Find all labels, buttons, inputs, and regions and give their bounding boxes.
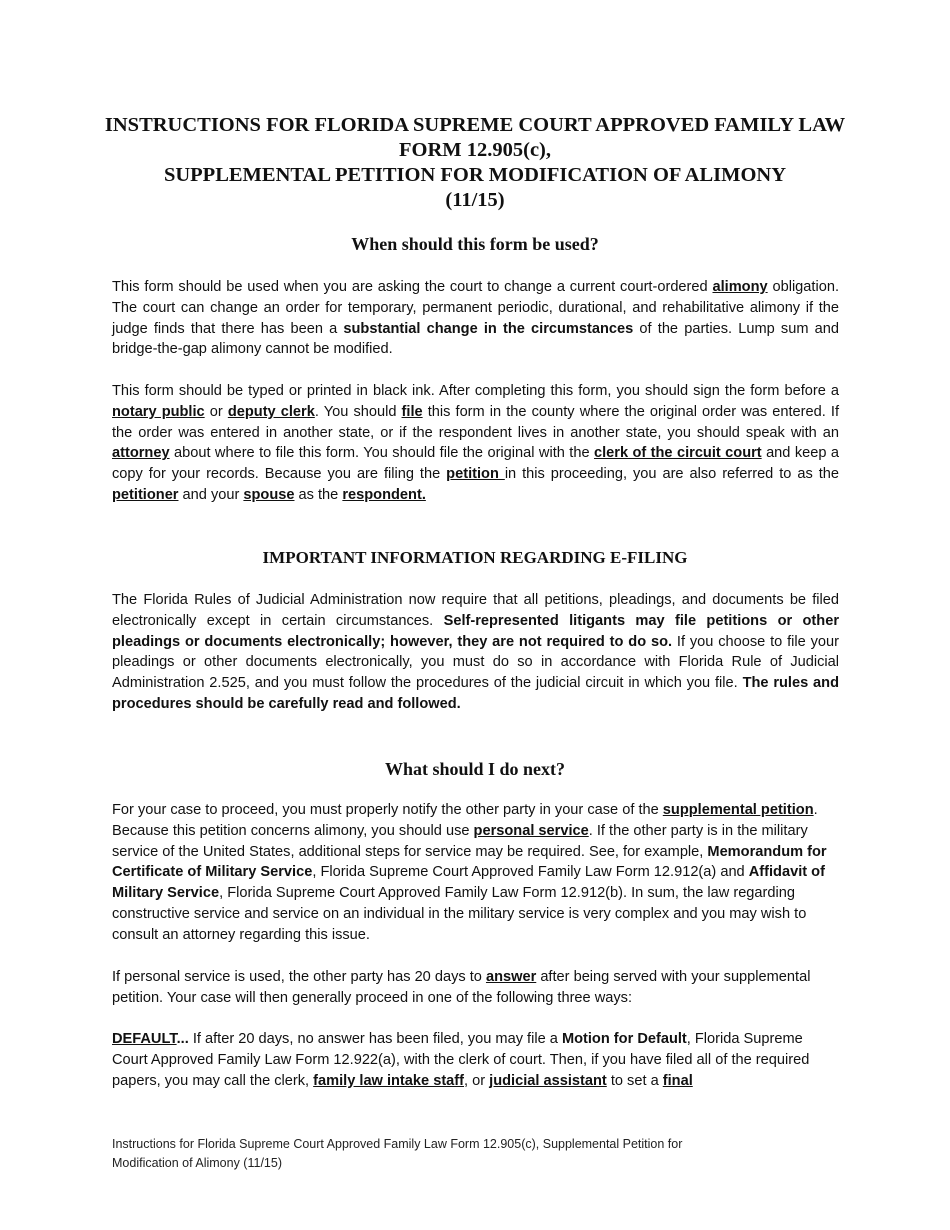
text: of the parties. Lump sum and bridge-the-gap alimony cannot be modified. <box>112 320 839 358</box>
title-line-4: (11/15) <box>445 189 505 211</box>
text: or <box>204 403 228 420</box>
term-petition: petition <box>446 466 505 483</box>
efiling-self-represented-note: Self-represented litigants may file petitions or other pleadings or documents electronically; however, they are not required to do so. <box>112 612 839 650</box>
text: after being served with your supplemental petition. Your case will then generally proceed in one of the following three ways: <box>112 969 811 1006</box>
paragraph-when-used <box>112 277 839 360</box>
text: obligation. The court can change an order for temporary, permanent periodic, durational, and rehabilitative alimony if the judge finds that there has been a <box>112 279 840 337</box>
heading-when-used: When should this form be used? <box>351 234 599 254</box>
term-default: DEFAULT <box>112 1031 177 1047</box>
term-clerk-circuit-court: clerk of the circuit court <box>593 445 762 462</box>
term-intake-staff: family law intake staff <box>313 1072 465 1089</box>
form-memorandum-military: Memorandum for Certificate of Military Service <box>112 843 827 881</box>
text: and keep a copy for your records. Because you are filing the <box>112 445 839 483</box>
text: this form in the county where the original order was entered. If the order was entered in another state, or if the respondent lives in another state, you should speak with an <box>112 403 839 441</box>
text: , Florida Supreme Court Approved Family Law Form 12.912(a) and <box>312 864 749 881</box>
text: to set a <box>606 1072 663 1089</box>
document-title <box>100 113 850 213</box>
paragraph-service <box>112 800 839 946</box>
text: For your case to proceed, you must properly notify the other party in your case of the <box>112 802 663 818</box>
text: , Florida Supreme Court Approved Family Law Form 12.922(a), with the clerk of court. Then, if you have filed all of the required papers, you may call the clerk, <box>112 1031 810 1089</box>
paragraph-default <box>112 1029 839 1091</box>
title-line-3: SUPPLEMENTAL PETITION FOR MODIFICATION OF ALIMONY <box>163 164 787 186</box>
page-footer <box>112 1135 812 1173</box>
text: , Florida Supreme Court Approved Family Law Form 12.912(b). In sum, the law regarding constructive service and service on an individual in the military service is very complex and you may wish to consult an attorney regarding this issue. <box>112 885 807 943</box>
default-ellipsis: ... <box>176 1031 189 1047</box>
paragraph-efiling <box>112 590 839 715</box>
text: about where to file this form. You should file the original with the <box>169 445 594 462</box>
text: This form should be typed or printed in black ink. After completing this form, you should sign the form before a <box>112 383 839 399</box>
term-spouse: spouse <box>243 486 295 503</box>
term-supplemental-petition: supplemental petition <box>662 802 814 818</box>
text: and your <box>178 486 244 503</box>
text: as the <box>294 486 343 503</box>
term-respondent: respondent. <box>342 486 426 503</box>
term-alimony: alimony <box>712 279 768 295</box>
paragraph-answer <box>112 967 839 1009</box>
footer-line-1: Instructions for Florida Supreme Court Approved Family Law Form 12.905(c), Supplemental Petition for <box>112 1137 683 1151</box>
text: . Because this petition concerns alimony, you should use <box>112 802 818 839</box>
term-final: final <box>662 1072 693 1089</box>
text: If you choose to file your pleadings or other documents electronically, you must do so in accordance with Florida Rule of Judicial Administration 2.525, and you must follow the procedures of the judicial circuit in which you file. <box>112 633 839 692</box>
heading-what-next: What should I do next? <box>384 759 566 779</box>
term-judicial-assistant: judicial assistant <box>489 1072 607 1089</box>
text: The Florida Rules of Judicial Administration now require that all petitions, pleadings, and documents be filed electronically except in certain circumstances. <box>112 592 839 629</box>
term-deputy-clerk: deputy clerk <box>227 403 315 420</box>
efiling-rules-note: The rules and procedures should be carefully read and followed. <box>112 675 839 712</box>
text: , or <box>464 1072 490 1089</box>
term-notary-public: notary public <box>112 403 205 420</box>
heading-efiling: IMPORTANT INFORMATION REGARDING E-FILING <box>262 548 688 567</box>
title-line-2: FORM 12.905(c), <box>399 139 551 161</box>
term-attorney: attorney <box>112 445 170 462</box>
form-affidavit-military: Affidavit of Military Service <box>112 864 825 902</box>
term-personal-service: personal service <box>473 822 589 839</box>
text: If personal service is used, the other party has 20 days to <box>112 969 486 985</box>
footer-line-2: Modification of Alimony (11/15) <box>112 1156 282 1170</box>
form-motion-default: Motion for Default <box>561 1031 687 1047</box>
text: . You should <box>314 403 402 420</box>
term-petitioner: petitioner <box>112 486 179 503</box>
paragraph-filing-instructions <box>112 381 839 506</box>
text: This form should be used when you are asking the court to change a current court-ordered <box>112 279 713 295</box>
text: If after 20 days, no answer has been filed, you may file a <box>188 1031 562 1047</box>
text: . If the other party is in the military service of the United States, additional steps for service may be required. See, for example, <box>112 822 808 860</box>
term-file: file <box>401 403 423 420</box>
text: in this proceeding, you are also referred to as the <box>504 466 839 483</box>
title-line-1: INSTRUCTIONS FOR FLORIDA SUPREME COURT APPROVED FAMILY LAW <box>104 114 846 136</box>
term-answer: answer <box>485 969 537 985</box>
term-substantial-change: substantial change in the circumstances <box>343 320 634 337</box>
